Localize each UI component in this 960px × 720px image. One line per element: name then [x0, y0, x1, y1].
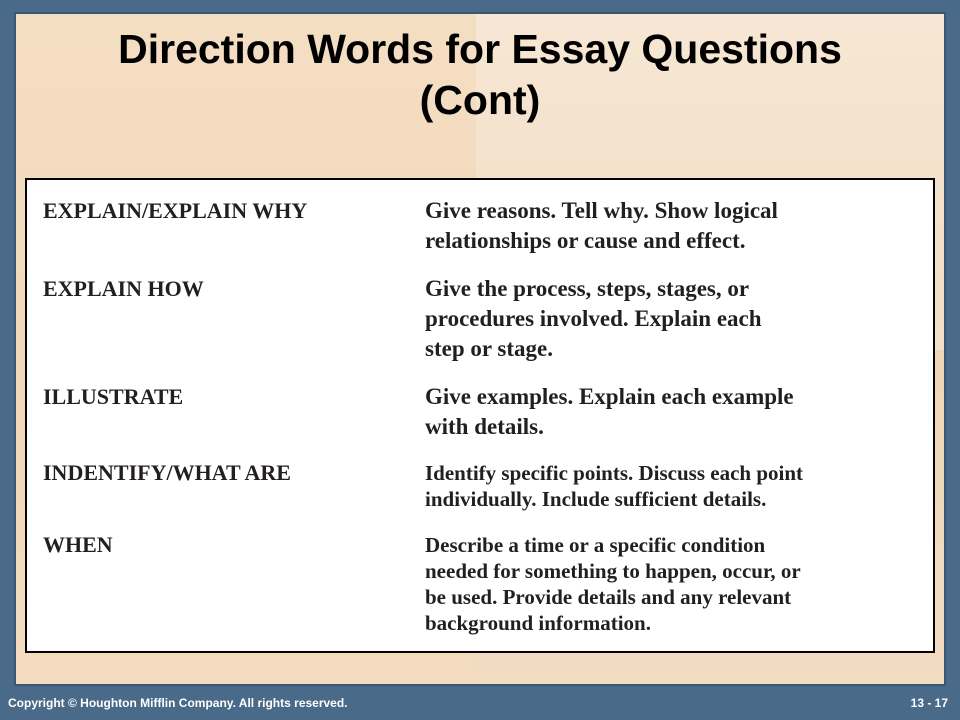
definition-line: procedures involved. Explain each	[425, 306, 762, 331]
definition-line: with details.	[425, 414, 544, 439]
direction-words-table	[25, 178, 935, 653]
term-label: EXPLAIN HOW	[43, 276, 204, 301]
definition-text	[425, 382, 925, 442]
definition-text	[425, 532, 925, 636]
definition-line: Describe a time or a specific condition	[425, 533, 766, 557]
definition-line: needed for something to happen, occur, or	[425, 559, 801, 583]
term-label: EXPLAIN/EXPLAIN WHY	[43, 198, 308, 223]
slide-title	[0, 24, 960, 127]
term-label: ILLUSTRATE	[43, 384, 184, 409]
definition-line: relationships or cause and effect.	[425, 228, 746, 253]
term-label: WHEN	[43, 532, 113, 557]
definition-line: Give the process, steps, stages, or	[425, 276, 750, 301]
definition-text	[425, 460, 925, 512]
slide-title-line-1: Direction Words for Essay Questions	[118, 26, 842, 72]
definition-line: step or stage.	[425, 336, 553, 361]
definition-line: Give reasons. Tell why. Show logical	[425, 198, 778, 223]
definition-line: Give examples. Explain each example	[425, 384, 794, 409]
slide-number: 13 - 17	[910, 696, 948, 710]
term-label: INDENTIFY/WHAT ARE	[43, 460, 291, 485]
definition-text	[425, 274, 925, 364]
slide-footer	[0, 688, 960, 720]
definition-line: Identify specific points. Discuss each point	[425, 461, 804, 485]
definition-line: background information.	[425, 611, 651, 635]
slide-title-line-2: (Cont)	[419, 77, 541, 124]
definition-line: individually. Include sufficient details.	[425, 487, 767, 511]
definition-text	[425, 196, 925, 256]
definition-line: be used. Provide details and any relevant	[425, 585, 792, 609]
copyright-text: Copyright © Houghton Mifflin Company. All rights reserved.	[8, 696, 348, 710]
